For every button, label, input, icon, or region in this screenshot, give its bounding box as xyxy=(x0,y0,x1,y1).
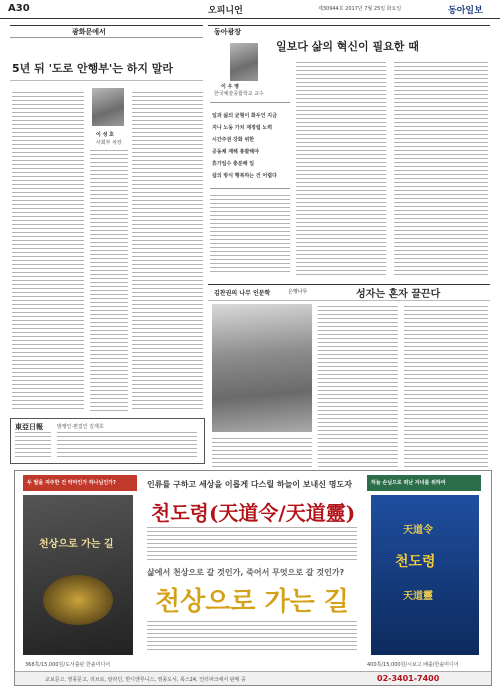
masthead-box xyxy=(10,418,205,464)
columnist-role: 사회부 차장 xyxy=(96,140,122,146)
essay-tree-name: 은행나무 xyxy=(288,289,308,295)
masthead-left-lines xyxy=(15,432,51,458)
ad-banner-left xyxy=(23,475,137,491)
ad-question: 삶에서 천상으로 갈 것인가, 죽어서 무엇으로 갈 것인가? xyxy=(147,568,345,577)
pull-quote: 시간주권 강화 위한 xyxy=(212,137,255,143)
col1-sub-rule xyxy=(10,37,203,38)
ad-banner-right-text: 하늘 손님으로 떠난 자녀를 위하여 xyxy=(371,480,446,486)
pull-quotes xyxy=(212,110,290,182)
quote-rule-bottom xyxy=(210,188,290,189)
ad-order-text: 교보문고, 영풍문고, 리브로, 알라딘, 반디앤루니스, 영풍도서, 북스24, 인터파크에서 판매 중 xyxy=(45,677,246,683)
ad-banner-right xyxy=(367,475,481,491)
pull-quote: 일과 삶의 균형이 화두인 지금 xyxy=(212,113,277,119)
essay-body-b xyxy=(404,306,488,468)
essay-sub-rule xyxy=(208,300,490,301)
essay-headline: 성자는 혼자 끌끈다 xyxy=(356,289,441,300)
ad-tagline: 인류를 구하고 세상을 이롭게 다스릴 하늘이 보내신 명도자 xyxy=(147,480,352,489)
col2-body-b xyxy=(296,62,386,275)
book-right-sub: 天道令 xyxy=(403,525,433,536)
col1-body-right xyxy=(132,92,203,412)
columnist-photo xyxy=(92,88,124,126)
ad-title: 천도령(天道令/天道靈) xyxy=(151,501,356,525)
issue-date: 제30944호 2017년 7월 25일 화요일 xyxy=(318,6,402,12)
col1-body-mid xyxy=(90,150,128,412)
ad-phone: 02-3401-7400 xyxy=(377,674,440,683)
page-header xyxy=(0,0,500,19)
ad-desc-lines xyxy=(147,621,357,651)
book-cover-left xyxy=(23,495,133,655)
book-right-bottom: 天道靈 xyxy=(403,591,433,602)
ad-price-left: 368쪽/15,000원/도서출판 한솔미디어 xyxy=(25,662,111,668)
col2-headline: 일보다 삶의 혁신이 필요한 때 xyxy=(276,40,419,53)
essay-body-a xyxy=(318,306,398,468)
section-name: 오피니언 xyxy=(208,6,243,16)
quote-rule-top xyxy=(210,102,290,103)
col1-body-left xyxy=(12,92,84,412)
ad-copy-lines xyxy=(147,527,357,563)
pull-quote: 쉼의 방식 행복하는 건 어렵다 xyxy=(212,173,277,179)
masthead-right-lines xyxy=(57,432,197,458)
book-right-title: 천도령 xyxy=(395,554,436,570)
col2-section-label: 동아광장 xyxy=(214,28,242,36)
col1-top-rule xyxy=(10,25,203,26)
tree-photo xyxy=(212,304,312,432)
pull-quote: 휴가일수 충분해 일 xyxy=(212,161,255,167)
col1-headline: 5년 뒤 '도로 안행부'는 하지 말라 xyxy=(12,62,174,75)
page-number: A30 xyxy=(8,3,30,14)
ad-banner-left-text: 두 딸을 저주한 건 악마인가 하나님인가? xyxy=(27,480,116,486)
author-photo xyxy=(230,43,258,81)
essay-top-rule xyxy=(208,284,490,285)
ad-price-right: 400쪽/15,000원/시보고 배출/한솔미디어 xyxy=(367,662,459,668)
book-left-emblem xyxy=(43,575,113,625)
col1-section-label: 광화문에서 xyxy=(72,28,106,36)
masthead-logo: 東亞日報 xyxy=(15,422,43,431)
col2-top-rule xyxy=(208,25,490,26)
columnist-name: 이 성 호 xyxy=(96,132,114,138)
masthead-info: 발행인·편집인 김재호 xyxy=(57,424,104,430)
book-left-title: 천상으로 가는 길 xyxy=(39,539,114,550)
pull-quote: 공동체 재해 총괄해야 xyxy=(212,149,259,155)
book-ad xyxy=(14,470,492,686)
essay-caption-lines xyxy=(212,438,312,468)
book-cover-right xyxy=(371,495,479,655)
ad-headline: 천상으로 가는 길 xyxy=(155,587,349,617)
newspaper-logo: 동아일보 xyxy=(448,6,483,16)
col2-body-a xyxy=(210,195,290,275)
col1-headline-rule xyxy=(10,80,203,81)
col2-body-c xyxy=(394,62,488,275)
pull-quote: 지나 노동 가치 재정립 노력 xyxy=(212,125,273,131)
author-role: 한국예술종합학교 교수 xyxy=(214,91,264,97)
essay-label: 김찬권의 나무 인문학 xyxy=(214,290,271,297)
ad-order-bar xyxy=(15,671,491,685)
author-name: 이 우 영 xyxy=(221,84,239,90)
